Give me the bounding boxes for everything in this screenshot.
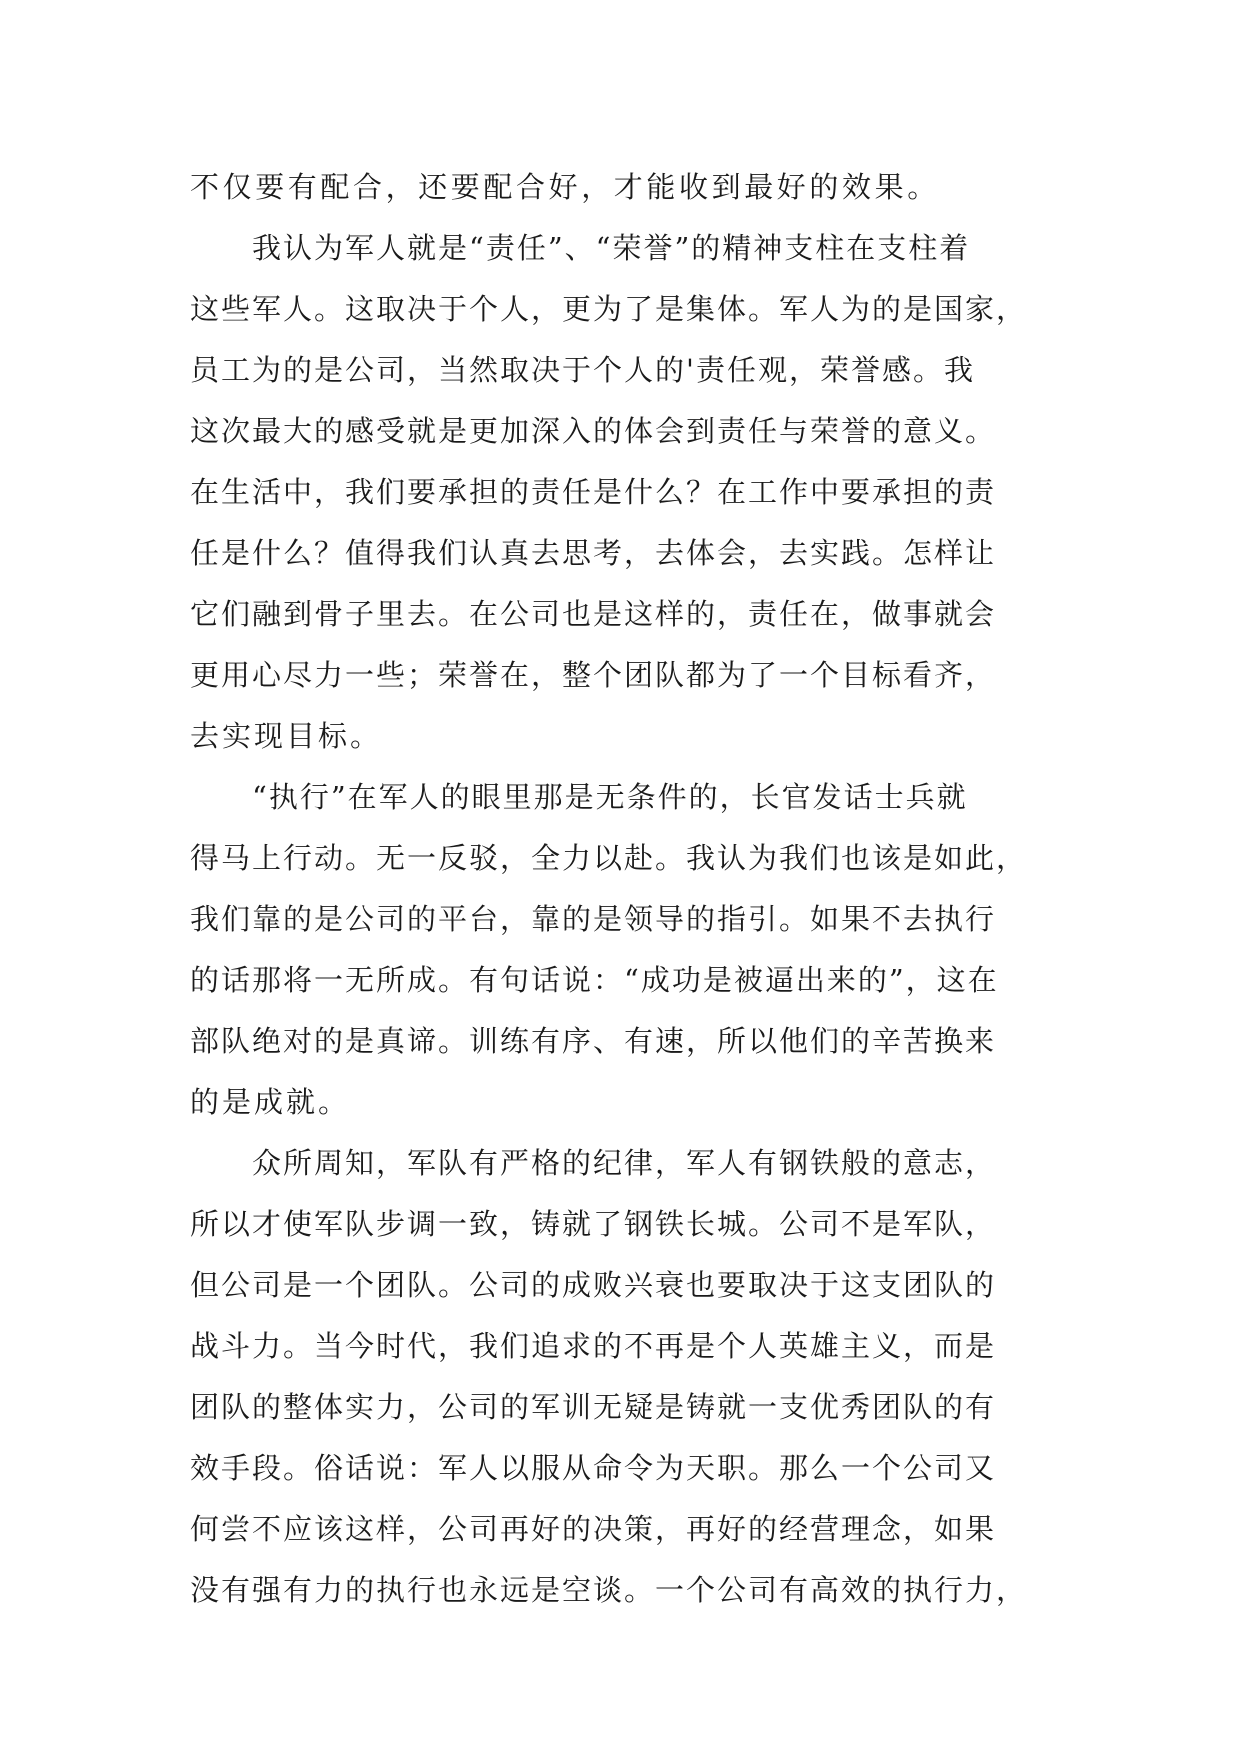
text-line: 但公司是一个团队。公司的成败兴衰也要取决于这支团队的 — [190, 1268, 997, 1302]
text-line: 的话那将一无所成。有句话说：“成功是被逼出来的”，这在 — [190, 963, 999, 997]
text-line: 去实现目标。 — [190, 719, 383, 753]
text-line: 不仅要有配合，还要配合好，才能收到最好的效果。 — [190, 170, 940, 204]
text-line: 团队的整体实力，公司的军训无疑是铸就一支优秀团队的有 — [190, 1390, 997, 1424]
paragraph-first-line: 我认为军人就是“责任”、“荣誉”的精神支柱在支柱着 — [252, 231, 971, 265]
text-line: 任是什么？值得我们认真去思考，去体会，去实践。怎样让 — [190, 536, 997, 570]
text-line: 在生活中，我们要承担的责任是什么？在工作中要承担的责 — [190, 475, 997, 509]
text-line: 我们靠的是公司的平台，靠的是领导的指引。如果不去执行 — [190, 902, 997, 936]
text-line: 何尝不应该这样，公司再好的决策，再好的经营理念，如果 — [190, 1512, 997, 1546]
paragraph-first-line: 众所周知，军队有严格的纪律，军人有钢铁般的意志， — [252, 1146, 997, 1180]
text-line: 的是成就。 — [190, 1085, 351, 1119]
text-line: 得马上行动。无一反驳，全力以赴。我认为我们也该是如此， — [190, 841, 1028, 875]
text-line: 效手段。俗话说：军人以服从命令为天职。那么一个公司又 — [190, 1451, 997, 1485]
text-line: 它们融到骨子里去。在公司也是这样的，责任在，做事就会 — [190, 597, 997, 631]
text-line: 更用心尽力一些；荣誉在，整个团队都为了一个目标看齐， — [190, 658, 997, 692]
text-line: 部队绝对的是真谛。训练有序、有速，所以他们的辛苦换来 — [190, 1024, 997, 1058]
body-text — [190, 157, 1050, 1621]
paragraph-first-line: “执行”在军人的眼里那是无条件的，长官发话士兵就 — [252, 780, 968, 814]
text-line: 这次最大的感受就是更加深入的体会到责任与荣誉的意义。 — [190, 414, 997, 448]
text-line: 员工为的是公司，当然取决于个人的'责任观，荣誉感。我 — [190, 353, 975, 387]
text-line: 所以才使军队步调一致，铸就了钢铁长城。公司不是军队， — [190, 1207, 997, 1241]
text-line: 没有强有力的执行也永远是空谈。一个公司有高效的执行力， — [190, 1573, 1028, 1607]
text-line: 这些军人。这取决于个人，更为了是集体。军人为的是国家， — [190, 292, 1028, 326]
text-line: 战斗力。当今时代，我们追求的不再是个人英雄主义，而是 — [190, 1329, 997, 1363]
